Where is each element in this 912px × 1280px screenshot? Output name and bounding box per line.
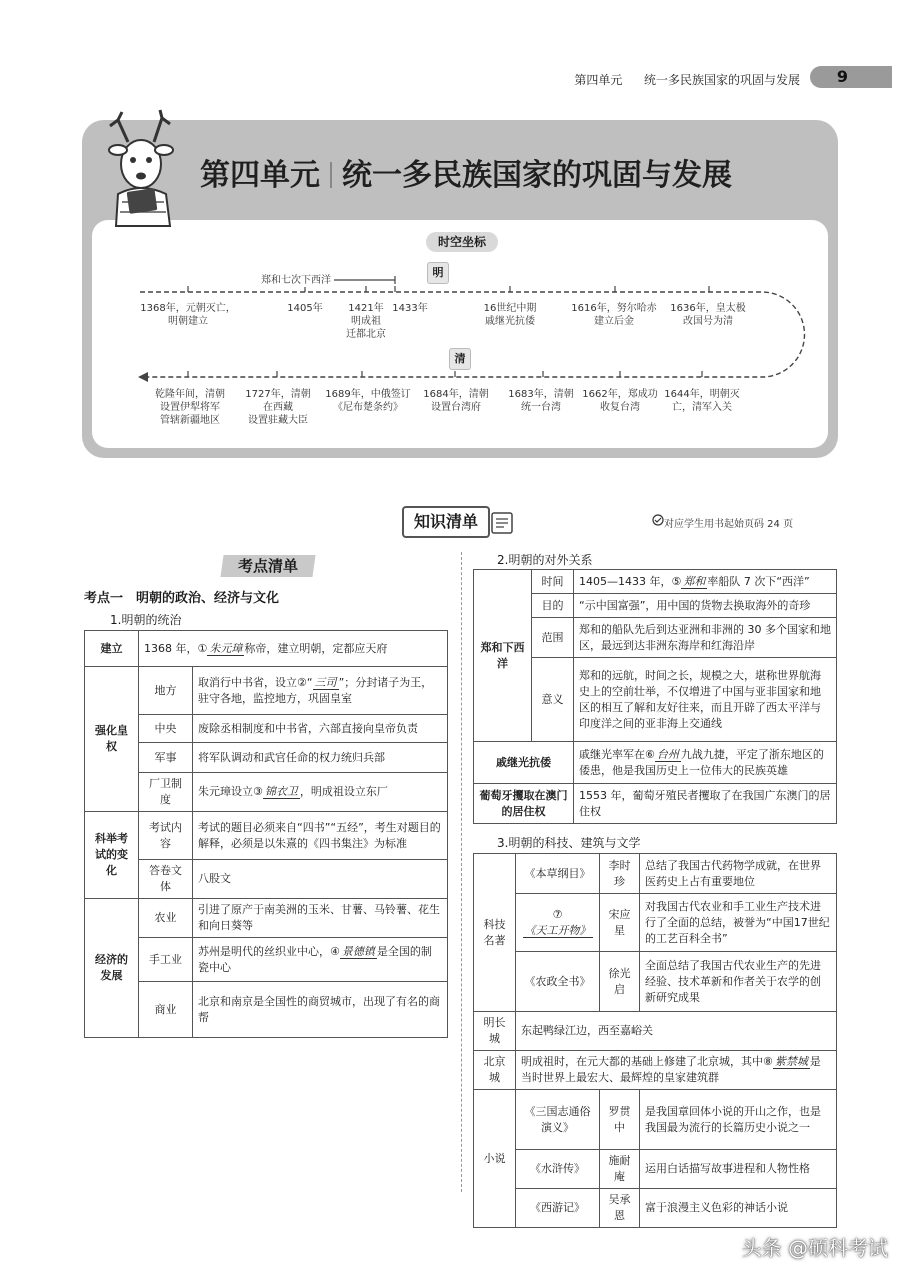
table-row — [85, 938, 448, 982]
timeline-event: 1405年 — [287, 303, 323, 314]
table-row — [474, 1051, 837, 1090]
timeline-event: 1683年，清朝 统一台湾 — [508, 389, 574, 413]
cell: 取消行中书省，设立②“ 三司 ”；分封诸子为王，驻守各地，监控地方，巩固皇室 — [193, 667, 448, 715]
table-row — [85, 812, 448, 860]
cell: 明成祖时，在元大都的基础上修建了北京城，其中⑧ 紫禁城 是当时世界上最宏大、最辉煌的皇家建筑群 — [516, 1051, 837, 1090]
row-group-label: 郑和下西洋 — [474, 570, 532, 742]
author: 徐光启 — [600, 952, 640, 1012]
row-group-label: 强化皇权 — [85, 667, 139, 812]
author: 罗贯中 — [600, 1090, 640, 1150]
cell: 苏州是明代的丝织业中心，④ 景德镇 是全国的制瓷中心 — [193, 938, 448, 982]
author: 李时珍 — [600, 854, 640, 894]
cell: 考试的题目必须来自“四书”“五经”，考生对题目的解释，必须是以朱熹的《四书集注》为标准 — [193, 812, 448, 860]
row-label: 戚继光抗倭 — [474, 742, 574, 784]
section-heading: 考点一 明朝的政治、经济与文化 — [84, 591, 280, 606]
cell: 全面总结了我国古代农业生产的先进经验、技术革新和作者关于农学的创新研究成果 — [640, 952, 837, 1012]
running-header — [574, 71, 800, 88]
book-title: 《水浒传》 — [516, 1150, 600, 1189]
table-row — [85, 743, 448, 773]
row-label: 时间 — [532, 570, 574, 594]
deer-mascot-icon — [88, 106, 196, 228]
timeline-label: 时空坐标 — [426, 232, 498, 252]
table-row — [85, 899, 448, 938]
timeline-event: 16世纪中期 戚继光抗倭 — [483, 303, 537, 327]
cell: 对我国古代农业和手工业生产技术进行了全面的总结，被誉为“中国17世纪的工艺百科全书” — [640, 894, 837, 952]
subheading-rule: 1.明朝的统治 — [110, 613, 182, 627]
book-title: 《本草纲目》 — [516, 854, 600, 894]
header-unit: 第四单元 — [574, 73, 623, 87]
timeline-event: 1727年，清朝 在西藏 设置驻藏大臣 — [245, 389, 311, 426]
cell: 引进了原产于南美洲的玉米、甘薯、马铃薯、花生和向日葵等 — [193, 899, 448, 938]
answer-blank: 锦衣卫 — [264, 785, 298, 798]
voyage-range-label: 郑和七次下西洋 — [258, 274, 334, 287]
timeline-event: 1368年，元朝灭亡， 明朝建立 — [140, 303, 236, 327]
book-title: ⑦《天工开物》 — [516, 894, 600, 952]
table-row — [474, 742, 837, 784]
author: 吴承恩 — [600, 1189, 640, 1228]
header-title: 统一多民族国家的巩固与发展 — [643, 73, 800, 87]
timeline-event: 1684年，清朝 设置台湾府 — [423, 389, 489, 413]
answer-blank: 紫禁城 — [774, 1055, 808, 1068]
row-label: 地方 — [139, 667, 193, 715]
cell: 北京和南京是全国性的商贸城市，出现了有名的商帮 — [193, 982, 448, 1038]
row-group-label: 经济的发展 — [85, 899, 139, 1038]
table-row — [85, 773, 448, 812]
culture-table — [473, 853, 837, 1228]
author: 宋应星 — [600, 894, 640, 952]
row-label: 农业 — [139, 899, 193, 938]
qing-era-marker: 清 — [449, 348, 471, 370]
page-tab — [810, 66, 892, 88]
page-number: 9 — [836, 67, 848, 86]
table-row — [474, 784, 837, 824]
unit-number: 第四单元 — [200, 158, 320, 193]
ming-era-marker: 明 — [427, 262, 449, 284]
column-divider — [461, 552, 462, 1192]
timeline-event: 1689年，中俄签订 《尼布楚条约》 — [325, 389, 411, 413]
row-label: 中央 — [139, 715, 193, 743]
cell: 朱元璋设立③ 锦衣卫 ，明成祖设立东厂 — [193, 773, 448, 812]
cell: 戚继光率军在⑥ 台州 九战九捷，平定了浙东地区的倭患，他是我国历史上一位伟大的民族英雄 — [574, 742, 837, 784]
timeline-event: 1616年，努尔哈赤 建立后金 — [571, 303, 657, 327]
cell: 总结了我国古代药物学成就，在世界医药史上占有重要地位 — [640, 854, 837, 894]
cell: 富于浪漫主义色彩的神话小说 — [640, 1189, 837, 1228]
notebook-icon — [488, 510, 518, 536]
row-label: 葡萄牙攫取在澳门的居住权 — [474, 784, 574, 824]
row-group-label: 科技名著 — [474, 854, 516, 1012]
foreign-relations-table — [473, 569, 837, 824]
table-row — [474, 952, 837, 1012]
kaodian-title: 考点清单 — [220, 555, 315, 577]
row-label: 建立 — [85, 631, 139, 667]
row-group-label: 小说 — [474, 1090, 516, 1228]
table-row — [85, 860, 448, 899]
page-reference-note: 对应学生用书起始页码 24 页 — [664, 519, 794, 530]
table-row — [474, 1150, 837, 1189]
row-label: 手工业 — [139, 938, 193, 982]
answer-blank: 朱元璋 — [209, 641, 243, 655]
answer-blank: 景德镇 — [341, 944, 375, 958]
row-label: 明长城 — [474, 1012, 516, 1051]
table-row — [85, 715, 448, 743]
table-row — [85, 631, 448, 667]
answer-blank: 台州 — [656, 747, 679, 761]
timeline-event: 1636年，皇太极 改国号为清 — [670, 303, 746, 327]
answer-blank: 《天工开物》 — [524, 923, 591, 937]
cell: 八股文 — [193, 860, 448, 899]
cell: 1553 年，葡萄牙殖民者攫取了在我国广东澳门的居住权 — [574, 784, 837, 824]
row-label: 考试内容 — [139, 812, 193, 860]
table-row — [85, 982, 448, 1038]
subheading-culture: 3.明朝的科技、建筑与文学 — [497, 836, 641, 850]
table-row — [474, 1012, 837, 1051]
cell: 1368 年，① 朱元璋 称帝，建立明朝，定都应天府 — [139, 631, 448, 667]
row-label: 目的 — [532, 594, 574, 618]
answer-blank: 郑和 — [683, 574, 706, 588]
cell: 1405—1433 年，⑤ 郑和 率船队 7 次下“西洋” — [574, 570, 837, 594]
row-label: 厂卫制度 — [139, 773, 193, 812]
cell: 废除丞相制度和中书省，六部直接向皇帝负责 — [193, 715, 448, 743]
unit-name: 统一多民族国家的巩固与发展 — [342, 158, 732, 193]
timeline-event: 1644年，明朝灭 亡，清军入关 — [664, 389, 740, 413]
knowledge-list-title: 知识清单 — [402, 506, 490, 538]
cell: 是我国章回体小说的开山之作，也是我国最为流行的长篇历史小说之一 — [640, 1090, 837, 1150]
cell: “示中国富强”，用中国的货物去换取海外的奇珍 — [574, 594, 837, 618]
cell: 东起鸭绿江边，西至嘉峪关 — [516, 1012, 837, 1051]
row-group-label: 科举考试的变化 — [85, 812, 139, 899]
book-title: 《农政全书》 — [516, 952, 600, 1012]
table-row — [474, 1090, 837, 1150]
book-title: 《西游记》 — [516, 1189, 600, 1228]
row-label: 军事 — [139, 743, 193, 773]
row-label: 意义 — [532, 658, 574, 742]
table-row — [474, 1189, 837, 1228]
author: 施耐庵 — [600, 1150, 640, 1189]
answer-blank: 三司 — [314, 675, 337, 689]
cell: 郑和的远航，时间之长，规模之大，堪称世界航海史上的空前壮举，不仅增进了中国与亚非国家和地区的相互了解和友好往来，而且开辟了西太平洋与印度洋之间的亚非海上交通线 — [574, 658, 837, 742]
table-row — [474, 570, 837, 594]
check-circle-icon — [652, 514, 664, 526]
table-row — [474, 854, 837, 894]
table-row — [474, 894, 837, 952]
timeline-event: 1433年 — [392, 303, 428, 314]
table-row — [85, 667, 448, 715]
row-label: 范围 — [532, 618, 574, 658]
row-label: 商业 — [139, 982, 193, 1038]
subheading-foreign: 2.明朝的对外关系 — [497, 553, 593, 567]
timeline-event: 1662年，郑成功 收复台湾 — [582, 389, 658, 413]
ming-rule-table — [84, 630, 448, 1038]
cell: 运用白话描写故事进程和人物性格 — [640, 1150, 837, 1189]
timeline-event: 乾隆年间，清朝 设置伊犁将军 管辖新疆地区 — [155, 389, 225, 426]
timeline-event: 1421年 明成祖 迁都北京 — [346, 303, 386, 340]
cell: 将军队调动和武官任命的权力统归兵部 — [193, 743, 448, 773]
watermark: 头条 @硕科考试 — [741, 1236, 888, 1260]
book-title: 《三国志通俗演义》 — [516, 1090, 600, 1150]
cell: 郑和的船队先后到达亚洲和非洲的 30 多个国家和地区，最远到达非洲东海岸和红海沿岸 — [574, 618, 837, 658]
row-label: 答卷文体 — [139, 860, 193, 899]
unit-title — [200, 150, 732, 194]
row-label: 北京城 — [474, 1051, 516, 1090]
